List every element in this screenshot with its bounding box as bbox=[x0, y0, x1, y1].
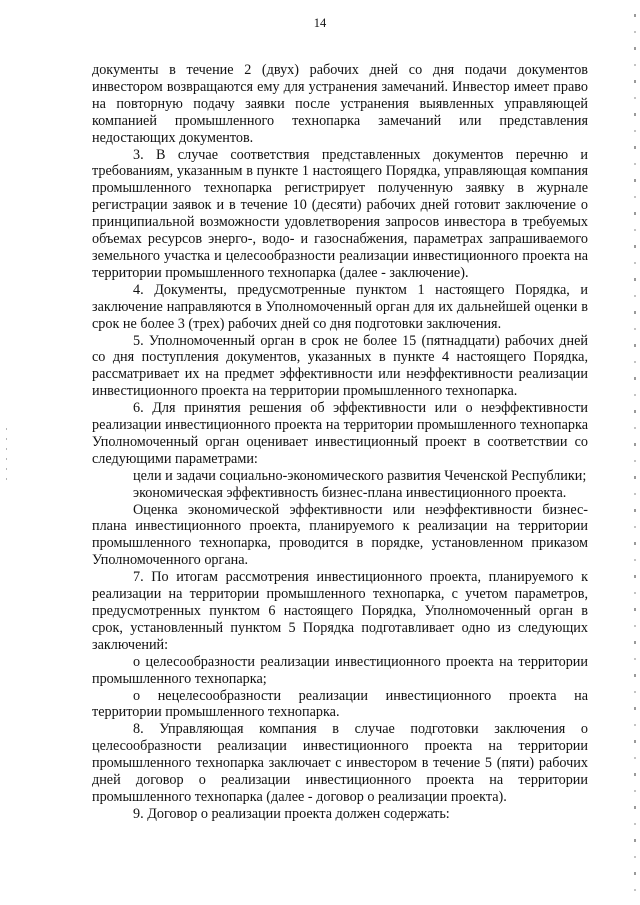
parameter-goals: цели и задачи социально-экономического развития Чеченской Республики; bbox=[133, 467, 587, 484]
scan-edge-left bbox=[6, 420, 7, 480]
paragraph-item-6: 6. Для принятия решения об эффективности или о неэффективности реализации инвестиционного проекта на территории промышленного технопарка Уполномоченный орган оценивает инвестиционный проект в соответствии со следующими параметрами: bbox=[92, 400, 588, 467]
paragraph-item-5: 5. Уполномоченный орган в срок не более 15 (пятнадцати) рабочих дней со дня поступления документов, указанных в пункте 4 настоящего Порядка, рассматривает их на предмет эффективности или неэффективности реализации инвестиционного проекта на территории промышленного технопарка. bbox=[92, 332, 588, 400]
paragraph-item-8: 8. Управляющая компания в случае подготовки заключения о целесообразности реализации инвестиционного проекта на территории промышленного технопарка заключает с инвестором в течение 5 (пяти) рабочих дней договор о реализации инвестиционного проекта на территории промышленного технопарка (далее - договор о реализации проекта). bbox=[92, 721, 588, 805]
paragraph-continuation: документы в течение 2 (двух) рабочих дней со дня подачи документов инвестором возвращаются ему для устранения замечаний. Инвестор имеет право на повторную подачу заявки после устранения выявленных управляющей компанией промышленного технопарка замечаний или представления недостающих документов. bbox=[92, 62, 588, 146]
paragraph-efficiency-assessment: Оценка экономической эффективности или неэффективности бизнес-плана инвестиционного проекта, планируемого к реализации на территории промышленного технопарка, проводится в порядке, установленном приказом Уполномоченного органа. bbox=[92, 501, 588, 569]
document-body bbox=[92, 62, 588, 823]
paragraph-item-3: 3. В случае соответствия представленных документов перечню и требованиям, указанным в пункте 1 настоящего Порядка, управляющая компания промышленного технопарка регистрирует полученную заявку в журнале регистрации заявок и в течение 10 (десяти) рабочих дней готовит заключение о принципиальной возможности удовлетворения запросов инвестора в требуемых объемах ресурсов энерго-, водо- и газоснабжения, параметрах запрашиваемого земельного участка и целесообразности реализации инвестиционного проекта на территории промышленного технопарка (далее - заключение). bbox=[92, 146, 588, 281]
paragraph-item-9: 9. Договор о реализации проекта должен содержать: bbox=[133, 805, 450, 822]
paragraph-item-7: 7. По итогам рассмотрения инвестиционного проекта, планируемого к реализации на территории промышленного технопарка, с учетом параметров, предусмотренных пунктом 6 настоящего Порядка, Уполномоченный орган в срок, установленный пунктом 5 Порядка подготавливает одно из следующих заключений: bbox=[92, 569, 588, 653]
conclusion-option-positive: о целесообразности реализации инвестиционного проекта на территории промышленного технопарка; bbox=[92, 653, 588, 687]
conclusion-option-negative: о нецелесообразности реализации инвестиционного проекта на территории промышленного технопарка. bbox=[92, 687, 588, 721]
scan-edge-right bbox=[634, 0, 636, 905]
page-number: 14 bbox=[313, 16, 327, 30]
paragraph-item-4: 4. Документы, предусмотренные пунктом 1 настоящего Порядка, и заключение направляются в Уполномоченный орган для их дальнейшей оценки в срок не более 3 (трех) рабочих дней со дня подготовки заключения. bbox=[92, 281, 588, 332]
parameter-economic-efficiency: экономическая эффективность бизнес-плана инвестиционного проекта. bbox=[133, 484, 567, 501]
